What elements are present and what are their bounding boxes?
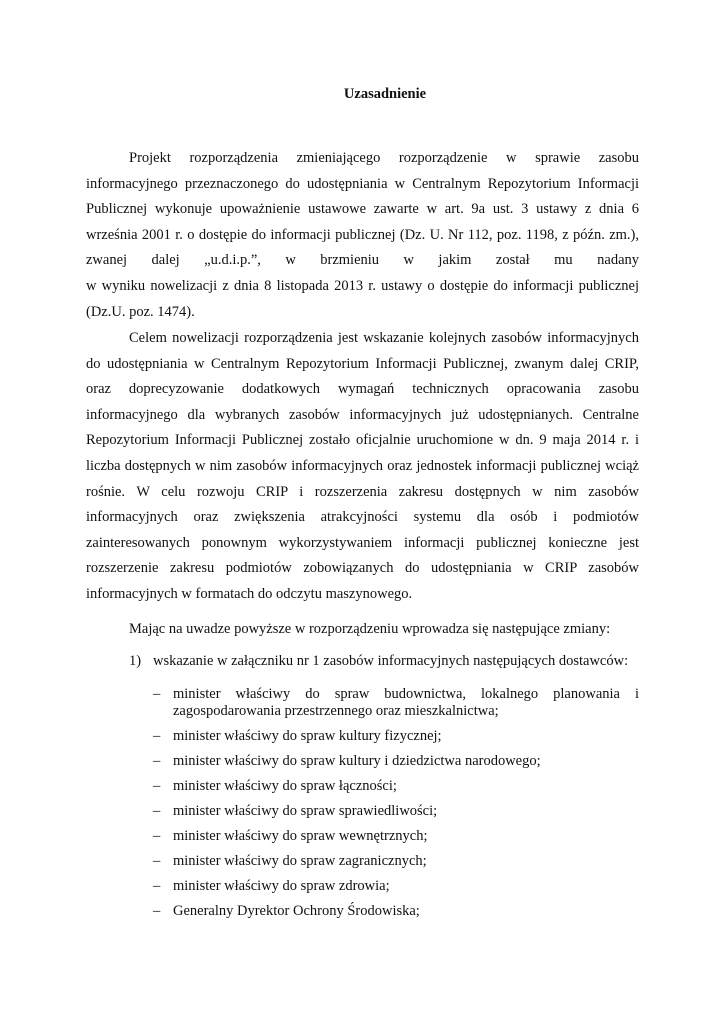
- list-item-line: minister właściwy do spraw wewnętrznych;: [173, 828, 428, 844]
- paragraph-line: w wyniku nowelizacji z dnia 8 listopada 2013 r. ustawy o dostępie do informacji publicznej: [86, 277, 639, 294]
- list-item-line: zagospodarowania przestrzennego oraz mieszkalnictwa;: [173, 703, 499, 719]
- list-item-line: minister właściwy do spraw kultury i dziedzictwa narodowego;: [173, 753, 541, 769]
- document-title: Uzasadnienie: [343, 86, 427, 102]
- paragraph-line: zwanej dalej „u.d.i.p.”, w brzmieniu w jakim został mu nadany: [86, 252, 639, 269]
- dash-bullet: –: [153, 803, 161, 819]
- dash-bullet: –: [153, 853, 161, 869]
- dash-bullet: –: [153, 828, 161, 844]
- list-item-line: minister właściwy do spraw łączności;: [173, 778, 397, 794]
- paragraph-line: zainteresowanych ponownym wykorzystywaniem informacji publicznej konieczne jest: [86, 534, 639, 551]
- numbered-item: [129, 653, 628, 670]
- list-item-line: minister właściwy do spraw kultury fizycznej;: [173, 728, 442, 744]
- paragraph-line: liczba dostępnych w nim zasobów informacyjnych oraz jednostek informacji publicznej wciąż: [86, 457, 639, 474]
- paragraph-line: informacyjnego dla wybranych zasobów informacyjnych już udostępnianych. Centralne: [86, 406, 639, 423]
- paragraph-line: informacyjnych oraz zwiększenia atrakcyjności systemu dla osób i podmiotów: [86, 509, 639, 526]
- paragraph-line: Projekt rozporządzenia zmieniającego rozporządzenie w sprawie zasobu: [129, 150, 639, 166]
- dash-bullet: –: [153, 878, 161, 894]
- paragraph-line: oraz doprecyzowanie dodatkowych wymagań technicznych opracowania zasobu: [86, 381, 639, 398]
- paragraph-line: rośnie. W celu rozwoju CRIP i rozszerzenia zakresu dostępnych w nim zasobów: [86, 483, 639, 500]
- paragraph-purpose: [86, 326, 639, 608]
- paragraph-line: września 2001 r. o dostępie do informacji publicznej (Dz. U. Nr 112, poz. 1198, z późn. zm.),: [86, 226, 639, 243]
- item-text: wskazanie w załączniku nr 1 zasobów informacyjnych następujących dostawców:: [153, 653, 629, 669]
- list-item-line: minister właściwy do spraw budownictwa, lokalnego planowania i: [173, 686, 639, 702]
- list-item-line: minister właściwy do spraw zdrowia;: [173, 878, 390, 894]
- paragraph-legal-basis: [86, 146, 639, 325]
- paragraph-line: (Dz.U. poz. 1474).: [86, 303, 195, 320]
- dash-bullet: –: [153, 686, 161, 702]
- dash-bullet: –: [153, 753, 161, 769]
- dash-bullet: –: [153, 778, 161, 794]
- list-item-line: Generalny Dyrektor Ochrony Środowiska;: [173, 903, 420, 919]
- paragraph-line: informacyjnego przeznaczonego do udostępniania w Centralnym Repozytorium Informacji: [86, 175, 639, 192]
- paragraph-line: Repozytorium Informacji Publicznej zostało oficjalnie uruchomione w dn. 9 maja 2014 r. i: [86, 432, 639, 449]
- list-item-line: minister właściwy do spraw zagranicznych;: [173, 853, 427, 869]
- paragraph-line: do udostępniania w Centralnym Repozytorium Informacji Publicznej, zwanym dalej CRIP,: [86, 355, 639, 372]
- paragraph-line: rozszerzenie zakresu podmiotów zobowiązanych do udostępniania w CRIP zasobów: [86, 560, 639, 577]
- paragraph-line: informacyjnych w formatach do odczytu maszynowego.: [86, 585, 413, 602]
- item-number: 1): [129, 653, 142, 669]
- list-item-line: minister właściwy do spraw sprawiedliwości;: [173, 803, 438, 819]
- lead-sentence: Mając na uwadze powyższe w rozporządzeniu wprowadza się następujące zmiany:: [129, 621, 611, 637]
- dash-bullet: –: [153, 903, 161, 919]
- paragraph-line: Publicznej wykonuje upoważnienie ustawowe zawarte w art. 9a ust. 3 ustawy z dnia 6: [86, 201, 639, 218]
- paragraph-line: Celem nowelizacji rozporządzenia jest wskazanie kolejnych zasobów informacyjnych: [129, 330, 639, 346]
- dash-bullet: –: [153, 728, 161, 744]
